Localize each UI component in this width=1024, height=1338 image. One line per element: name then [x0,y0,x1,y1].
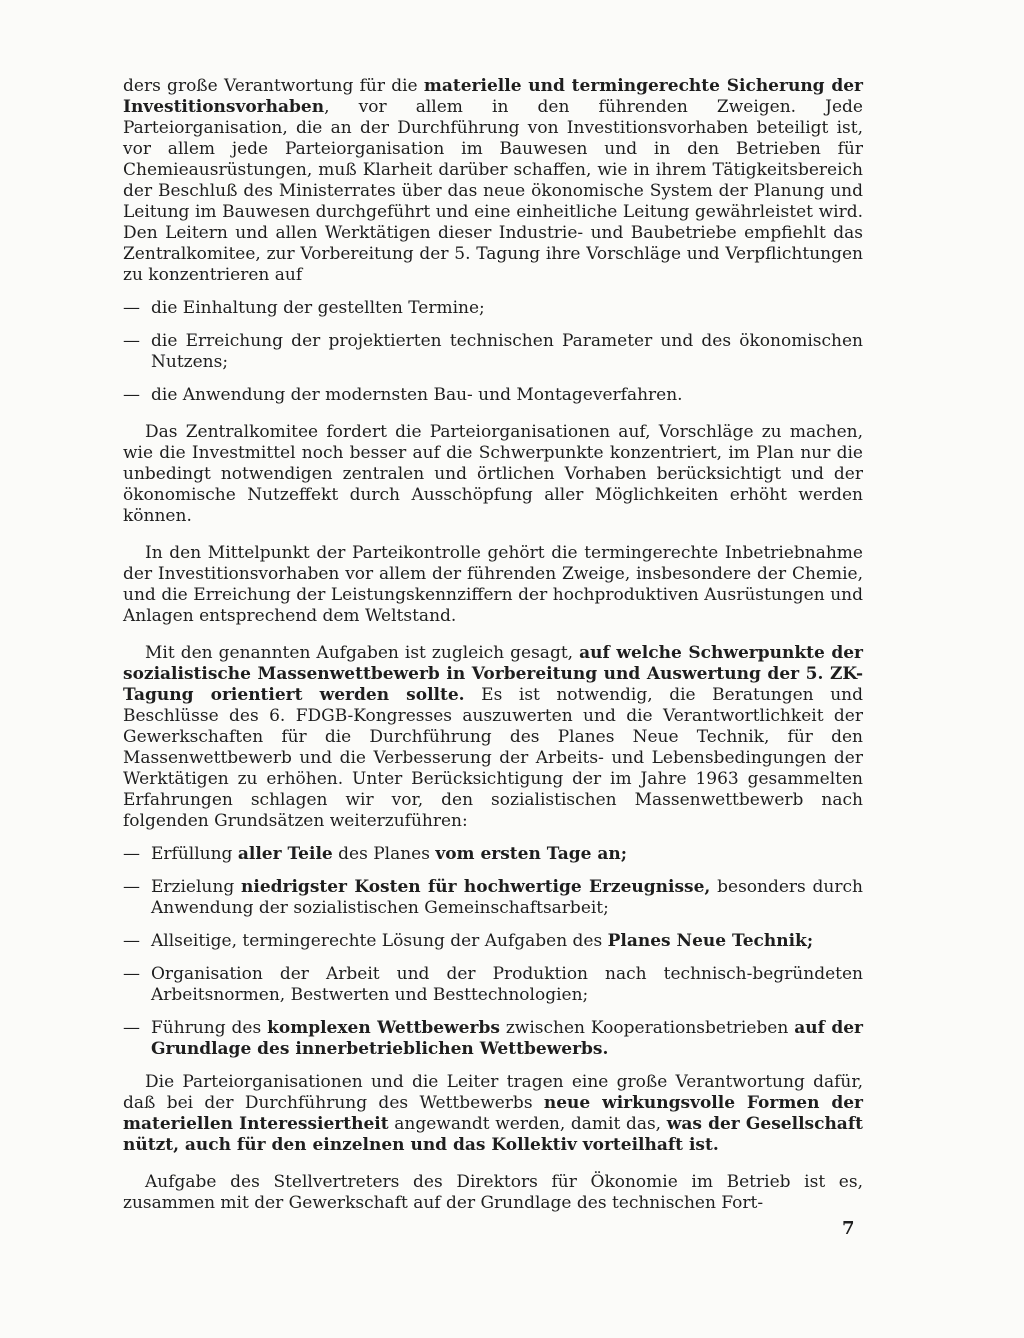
list-investment-targets [123,298,863,406]
paragraph-2 [123,422,863,527]
text-column [123,76,863,1214]
list-item [123,298,863,319]
list-item-text [151,931,813,951]
dash-marker: — [123,931,140,951]
bold-text-run: auf der Grundlage des innerbetrieblichen Wettbewerbs. [151,1018,863,1059]
list-item [123,1018,863,1060]
list-item [123,331,863,373]
dash-marker: — [123,1018,140,1038]
list-competition-principles [123,844,863,1060]
dash-marker: — [123,877,140,897]
dash-marker: — [123,331,140,351]
list-item-text [151,1018,863,1059]
paragraph-4 [123,643,863,832]
text-run: Allseitige, termingerechte Lösung der Aufgaben des [151,931,608,951]
list-item-text [151,964,863,1005]
list-item [123,844,863,865]
text-run: besonders durch Anwendung der sozialistischen Gemeinschaftsarbeit; [151,877,863,918]
text-run: die Einhaltung der gestellten Termine; [151,298,485,318]
bold-text-run: vom ersten Tage an; [435,844,628,864]
dash-marker: — [123,964,140,984]
text-run: des Planes [332,844,436,864]
list-item-text [151,298,485,318]
dash-marker: — [123,385,140,405]
list-item [123,964,863,1006]
text-run: Erzielung [151,877,241,897]
list-item-text [151,385,683,405]
text-run: Das Zentralkomitee fordert die Parteiorganisationen auf, Vorschläge zu machen, wie die Investmittel noch besser auf die Schwerpunkte konzentriert, im Plan nur die unbedingt notwendigen zentralen und örtlichen Vorhaben berücksichtigt und der ökonomische Nutzeffekt durch Ausschöpfung aller Möglichkeiten erhöht werden können. [123,422,863,526]
text-run: Erfüllung [151,844,238,864]
text-run: zwischen Kooperationsbetrieben [499,1018,795,1038]
text-run: Aufgabe des Stellvertreters des Direktors für Ökonomie im Betrieb ist es, zusammen mit der Gewerkschaft auf der Grundlage des technischen Fort- [123,1172,863,1213]
text-run: die Anwendung der modernsten Bau- und Montageverfahren. [151,385,683,405]
list-item [123,385,863,406]
bold-text-run: Planes Neue Technik; [607,931,814,951]
text-run: Mit den genannten Aufgaben ist zugleich gesagt, [145,643,580,663]
bold-text-run: materielle und termingerechte Sicherung der Investitionsvorhaben [123,76,864,117]
text-run: angewandt werden, damit das, [388,1114,667,1134]
text-run: Es ist notwendig, die Beratungen und Beschlüsse des 6. FDGB-Kongresses auszuwerten und die Verantwortlichkeit der Gewerkschaften für die Durchführung des Planes Neue Technik, für den Massenwettbewerb und die Verbesserung der Arbeits- und Lebensbedingungen der Werktätigen zu erhöhen. Unter Berücksichtigung der im Jahre 1963 gesammelten Erfahrungen schlagen wir vor, den sozialistischen Massenwettbewerb nach folgenden Grundsätzen weiterzuführen: [123,685,863,831]
dash-marker: — [123,844,140,864]
dash-marker: — [123,298,140,318]
text-run: Führung des [151,1018,268,1038]
bold-text-run: komplexen Wettbewerbs [267,1018,500,1038]
list-item [123,877,863,919]
bold-text-run: neue wirkungsvolle Formen der materiellen Interessiertheit [123,1093,863,1134]
bold-text-run: aller Teile [237,844,333,864]
text-run: In den Mittelpunkt der Parteikontrolle gehört die termingerechte Inbetriebnahme der Investitionsvorhaben vor allem der führenden Zweige, insbesondere der Chemie, und die Erreichung der Leistungskennziffern der hochproduktiven Ausrüstungen und Anlagen entsprechend dem Weltstand. [123,543,863,626]
bold-text-run: was der Gesellschaft nützt, auch für den einzelnen und das Kollektiv vorteilhaft ist. [123,1114,863,1155]
bold-text-run: niedrigster Kosten für hochwertige Erzeugnisse, [241,877,711,897]
paragraph-1 [123,76,863,286]
list-item [123,931,863,952]
list-item-text [151,331,863,372]
page-number: 7 [842,1218,855,1239]
bold-text-run: auf welche Schwerpunkte der sozialistische Massenwettbewerb in Vorbereitung und Auswertung der 5. ZK-Tagung orientiert werden sollte. [123,643,863,705]
list-item-text [151,877,863,918]
text-run: Die Parteiorganisationen und die Leiter tragen eine große Verantwortung dafür, daß bei der Durchführung des Wettbewerbs [123,1072,863,1113]
text-run: , vor allem in den führenden Zweigen. Jede Parteiorganisation, die an der Durchführung von Investitionsvorhaben beteiligt ist, vor allem jede Parteiorganisation im Bauwesen und in den Betrieben für Chemieausrüstungen, muß Klarheit darüber schaffen, wie in ihrem Tätigkeitsbereich der Beschluß des Ministerrates über das neue ökonomische System der Planung und Leitung im Bauwesen durchgeführt und eine einheitliche Leitung gewährleistet wird. Den Leitern und allen Werktätigen dieser Industrie- und Baubetriebe empfiehlt das Zentralkomitee, zur Vorbereitung der 5. Tagung ihre Vorschläge und Verpflichtungen zu konzentrieren auf [123,97,863,285]
paragraph-3 [123,543,863,627]
text-run: Organisation der Arbeit und der Produktion nach technisch-begründeten Arbeitsnormen, Bestwerten und Besttechnologien; [151,964,863,1005]
paragraph-5 [123,1072,863,1156]
paragraph-6 [123,1172,863,1214]
text-run: die Erreichung der projektierten technischen Parameter und des ökonomischen Nutzens; [151,331,863,372]
list-item-text [151,844,627,864]
text-run: ders große Verantwortung für die [123,76,424,96]
